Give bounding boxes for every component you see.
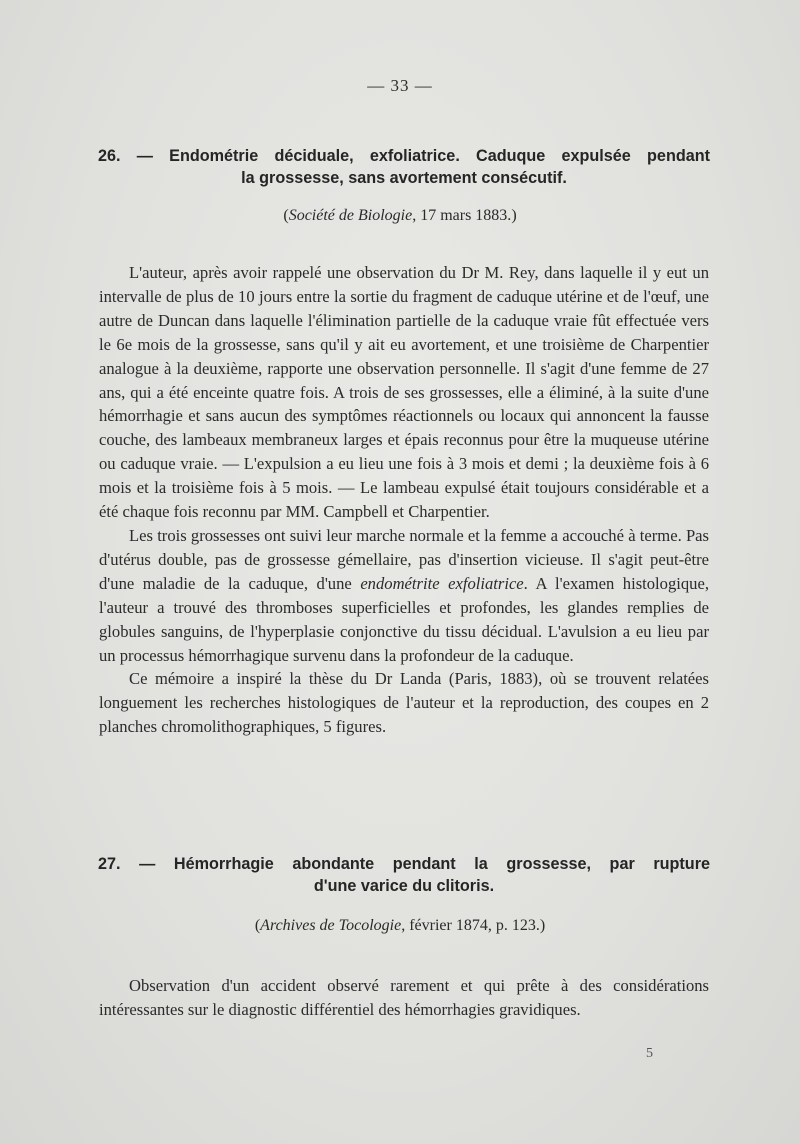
signature-mark: 5 (646, 1046, 653, 1061)
section-27-heading (98, 853, 710, 897)
section-26-paragraph-2 (99, 524, 709, 667)
paragraph-2-text-a: Les trois grossesses ont suivi leur marche normale et la femme a accouché à terme. Pas d'utérus double, pas de grossesse gémellaire, pas d'insertion vicieuse. Il s'agit peut-être d'une maladie de la caduque, d'une (99, 525, 709, 593)
section-26-body (99, 261, 709, 739)
section-27-heading-line1: 27. — Hémorrhagie abondante pendant la grossesse, par rupture (98, 855, 710, 873)
section-26-heading-line2: la grossesse, sans avortement consécutif. (241, 169, 567, 187)
section-27-heading-line2: d'une varice du clitoris. (313, 877, 495, 895)
section-27-source-date: , février 1874, p. 123. (401, 917, 540, 934)
section-26-source: (Société de Biologie, 17 mars 1883.) (283, 207, 517, 224)
section-26-source-journal: Société de Biologie (288, 207, 413, 224)
section-26-heading-line1: 26. — Endométrie déciduale, exfoliatrice. Caduque expulsée pendant (98, 147, 710, 165)
section-27-source-journal: Archives de Tocologie (260, 917, 402, 934)
section-27-paragraph-1: Observation d'un accident observé rarement et qui prête à des considérations intéressantes sur le diagnostic différentiel des hémorrhagies gravidiques. (99, 976, 709, 1019)
section-26-source-date: , 17 mars 1883. (412, 207, 512, 224)
section-26-paragraph-3: Ce mémoire a inspiré la thèse du Dr Landa (Paris, 1883), où se trouvent relatées longuement les recherches histologiques de l'auteur et la reproduction, des coupes en 2 planches chromolithographiques, 5 figures. (99, 669, 709, 737)
section-26-paragraph-1: L'auteur, après avoir rappelé une observation du Dr M. Rey, dans laquelle il y eut un intervalle de plus de 10 jours entre la sortie du fragment de caduque utérine et de l'œuf, une autre de Duncan dans laquelle l'élimination partielle de la caduque vraie fût effectuée vers le 6e mois de la grossesse, sans qu'il y ait eu avortement, et une troisième de Charpentier analogue à la deuxième, rapporte une observation personnelle. Il s'agit d'une femme de 27 ans, qui a été enceinte quatre fois. A trois de ses grossesses, elle a éliminé, à la suite d'une hémorrhagie et sans aucun des symptômes réactionnels ou locaux qui annoncent la fausse couche, des lambeaux membraneux larges et épais reconnus pour être la muqueuse utérine ou caduque vraie. — L'expulsion a eu lieu une fois à 3 mois et demi ; la deuxième fois à 6 mois et la troisième fois à 5 mois. — Le lambeau expulsé était toujours considérable et a été chaque fois reconnu par MM. Campbell et Charpentier. (99, 263, 709, 522)
section-26-heading (98, 145, 710, 189)
section-27-body (99, 974, 709, 1022)
paragraph-2-text-b: . A l'examen histologique, l'auteur a trouvé des thromboses superficielles et profondes, les glandes remplies de globules sanguins, de l'hyperplasie conjonctive du tissu décidual. L'avulsion a eu lieu par un processus hémorrhagique survenu dans la profondeur de la caduque. (99, 573, 709, 665)
paragraph-2-emphasis: endométrite exfoliatrice (360, 573, 524, 593)
section-27-source: (Archives de Tocologie, février 1874, p. 123.) (254, 917, 546, 934)
page-number: — 33 — (367, 76, 433, 95)
